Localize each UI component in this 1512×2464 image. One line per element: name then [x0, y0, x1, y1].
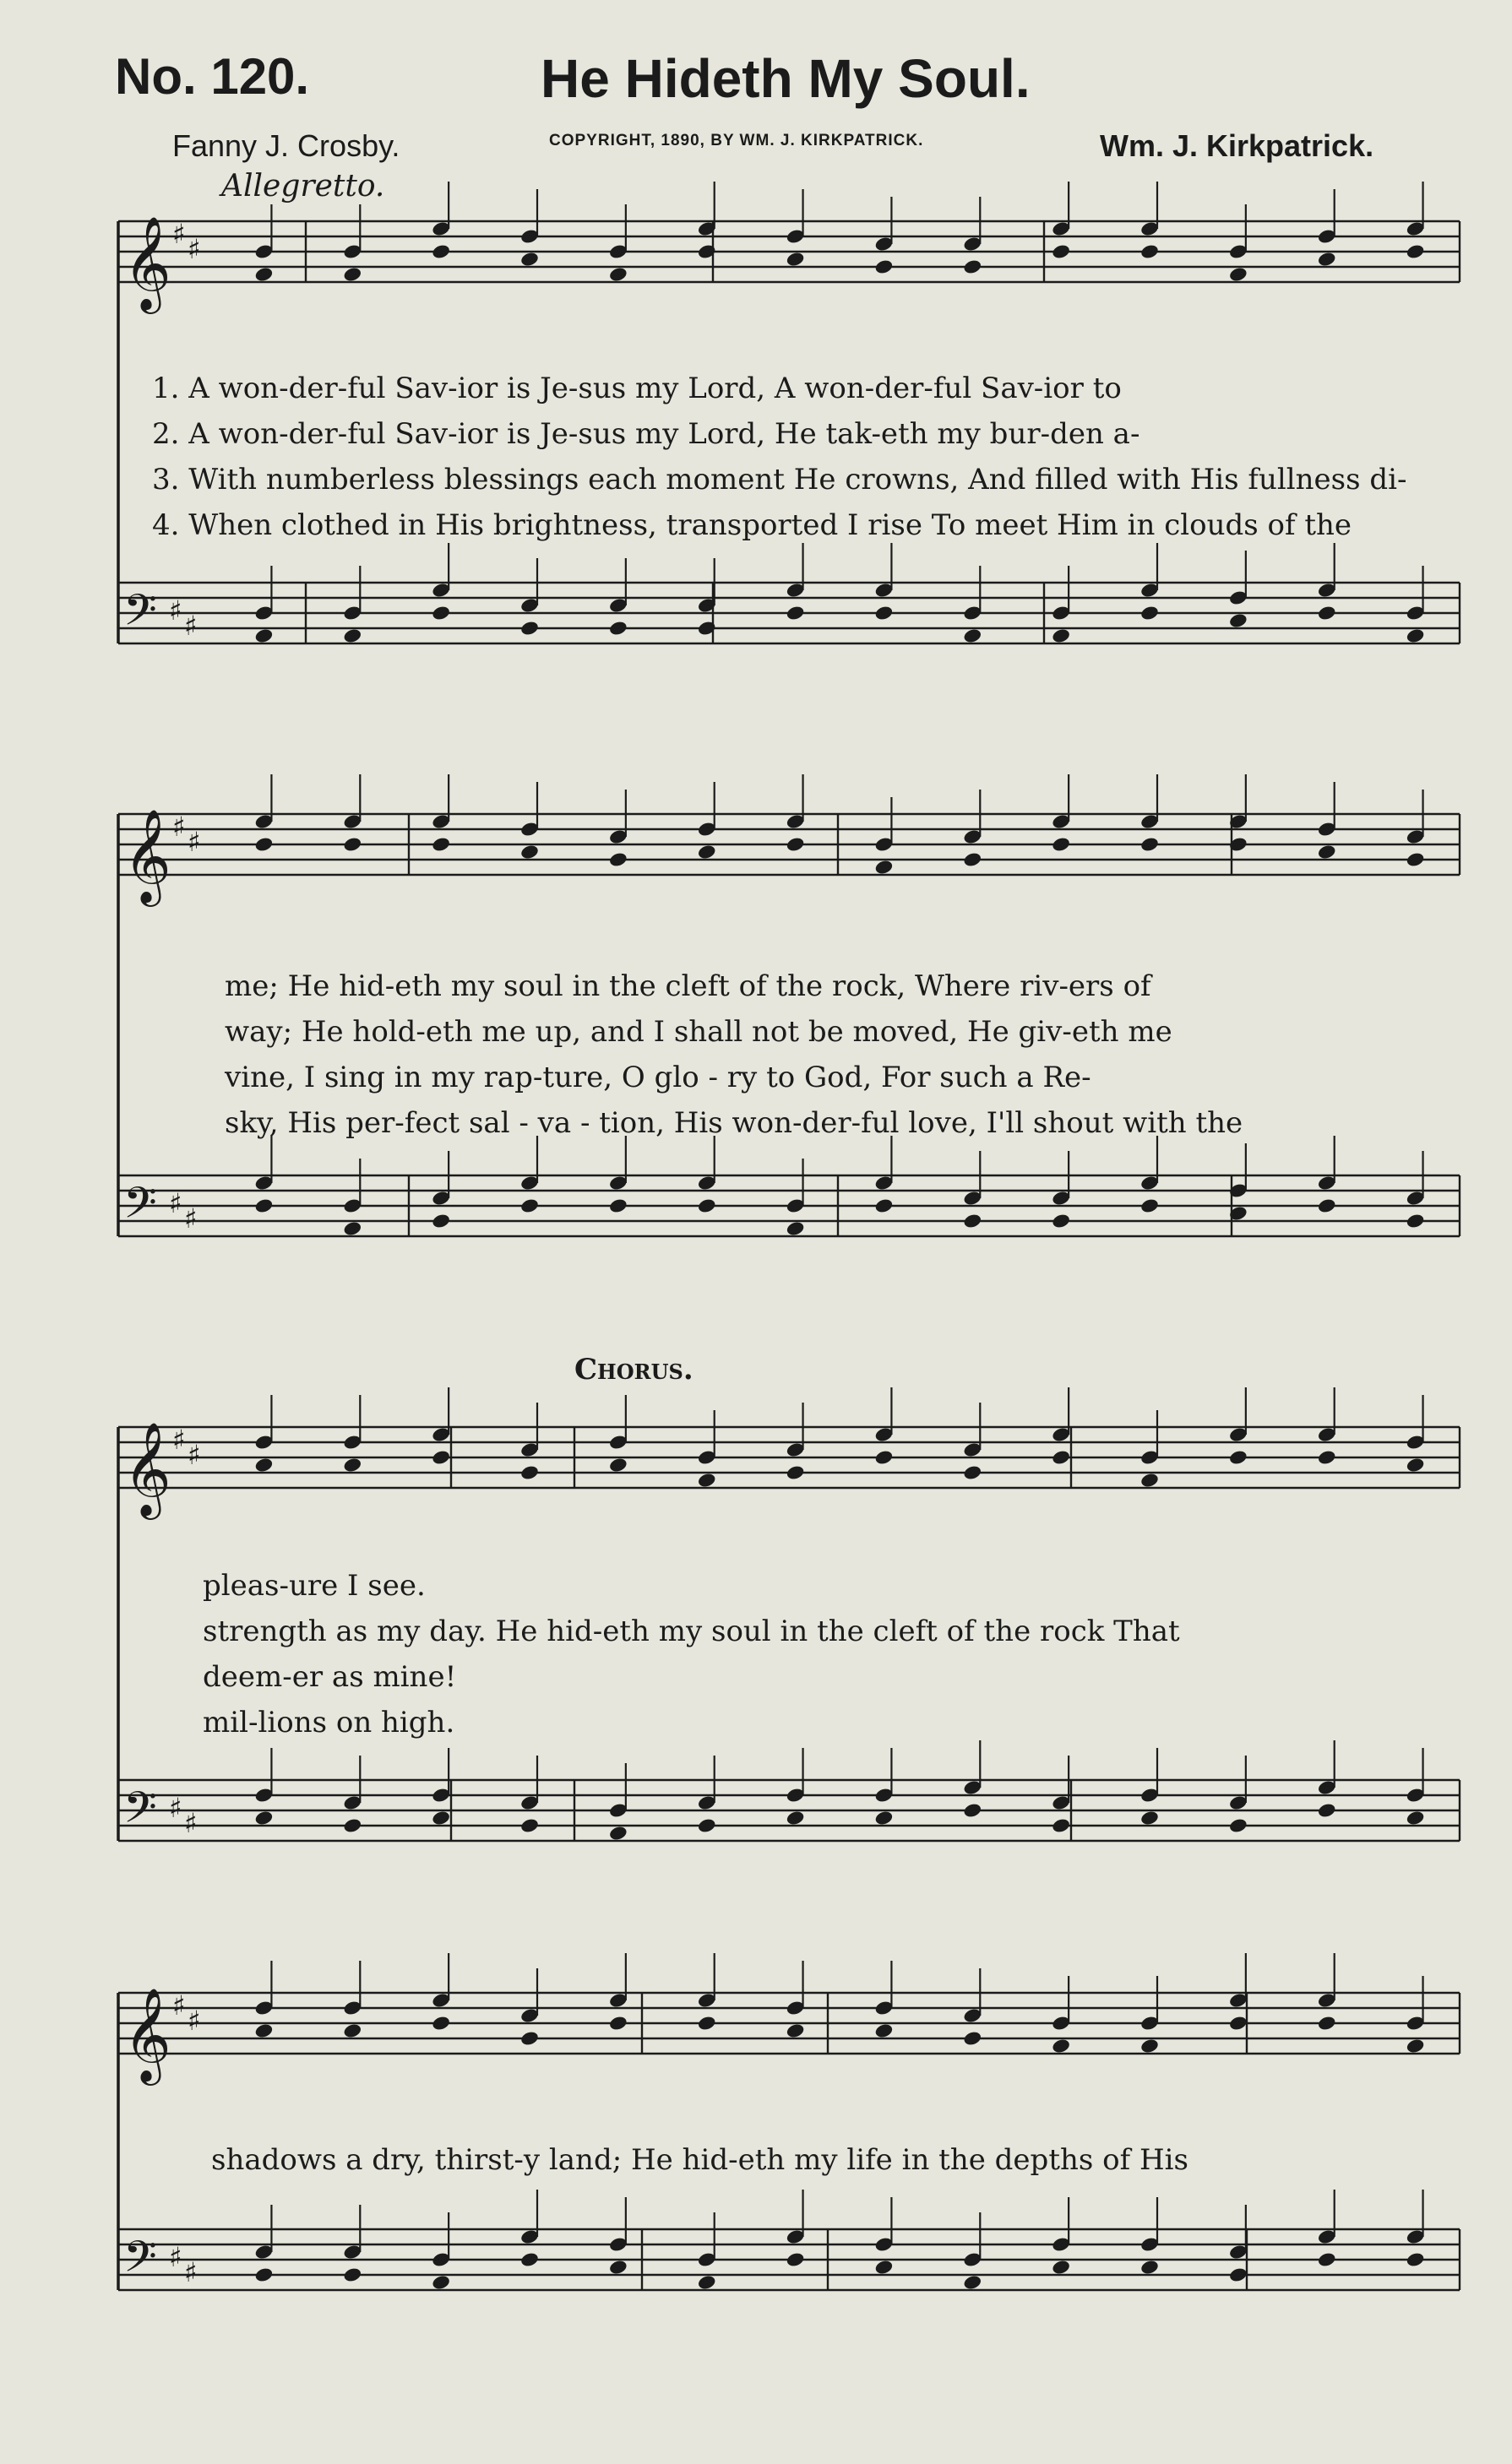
- lyric-line: me; He hid-eth my soul in the cleft of the rock, Where riv-ers of: [225, 969, 1151, 1003]
- note-head: [254, 2022, 275, 2039]
- note-head: [342, 1817, 362, 1834]
- note-head: [1051, 2259, 1071, 2276]
- copyright-notice: COPYRIGHT, 1890, BY WM. J. KIRKPATRICK.: [549, 132, 924, 149]
- note-head: [519, 1464, 540, 1481]
- note-head: [786, 605, 806, 621]
- note-head: [254, 627, 275, 644]
- sharp-sign: ♯: [188, 1439, 201, 1471]
- bass-clef: 𝄢: [123, 2231, 157, 2293]
- sharp-sign: ♯: [184, 2256, 198, 2288]
- note-head: [608, 266, 628, 283]
- note-head: [1051, 627, 1071, 644]
- lyric-line: shadows a dry, thirst-y land; He hid-eth my life in the depths of His: [211, 2143, 1188, 2177]
- note-head: [1317, 2251, 1337, 2268]
- note-head: [874, 1810, 895, 1826]
- lyric-line: way; He hold-eth me up, and I shall not be moved, He giv-eth me: [225, 1015, 1172, 1049]
- note-head: [874, 1449, 895, 1466]
- note-head: [519, 844, 540, 860]
- note-head: [962, 1213, 982, 1229]
- note-head: [608, 2259, 628, 2276]
- note-head: [874, 859, 895, 876]
- note-head: [254, 1457, 275, 1474]
- note-head: [1228, 612, 1248, 629]
- note-head: [962, 258, 982, 275]
- note-head: [608, 1197, 628, 1214]
- note-head: [431, 2274, 451, 2291]
- note-head: [874, 2022, 895, 2039]
- note-head: [697, 1197, 717, 1214]
- note-head: [342, 1457, 362, 1474]
- note-head: [962, 2274, 982, 2291]
- composer-credit: Wm. J. Kirkpatrick.: [1100, 128, 1374, 163]
- note-head: [1406, 2038, 1426, 2054]
- note-head: [1139, 836, 1160, 853]
- note-head: [254, 836, 275, 853]
- note-head: [342, 2266, 362, 2283]
- note-head: [431, 1449, 451, 1466]
- note-head: [697, 2015, 717, 2032]
- note-head: [786, 1220, 806, 1237]
- note-head: [431, 243, 451, 260]
- note-head: [254, 1810, 275, 1826]
- note-head: [1406, 1457, 1426, 1474]
- sharp-sign: ♯: [188, 2005, 201, 2037]
- note-head: [786, 836, 806, 853]
- hymn-title: He Hideth My Soul.: [541, 48, 1031, 109]
- note-head: [342, 266, 362, 283]
- treble-clef: 𝄞: [123, 1421, 171, 1516]
- bass-clef: 𝄢: [123, 1177, 157, 1239]
- note-head: [431, 605, 451, 621]
- note-head: [962, 627, 982, 644]
- treble-clef: 𝄞: [123, 1987, 171, 2081]
- note-head: [608, 1825, 628, 1842]
- note-head: [697, 844, 717, 860]
- note-head: [519, 620, 540, 637]
- note-head: [1406, 243, 1426, 260]
- sharp-sign: ♯: [184, 1202, 198, 1235]
- note-head: [519, 251, 540, 268]
- note-head: [1139, 605, 1160, 621]
- note-head: [786, 2022, 806, 2039]
- note-head: [431, 836, 451, 853]
- sharp-sign: ♯: [169, 1792, 182, 1824]
- note-head: [1317, 1449, 1337, 1466]
- sharp-sign: ♯: [172, 218, 186, 250]
- sharp-sign: ♯: [172, 1989, 186, 2022]
- note-head: [1139, 1810, 1160, 1826]
- treble-clef: 𝄞: [123, 215, 171, 310]
- note-head: [608, 1457, 628, 1474]
- bass-clef: 𝄢: [123, 1782, 157, 1843]
- sharp-sign: ♯: [169, 2241, 182, 2273]
- note-head: [342, 627, 362, 644]
- note-head: [697, 1472, 717, 1489]
- tempo-marking: Allegretto.: [221, 169, 385, 204]
- lyric-line: 1. A won-der-ful Sav-ior is Je-sus my Lord, A won-der-ful Sav-ior to: [152, 372, 1122, 405]
- note-head: [254, 266, 275, 283]
- note-head: [874, 1197, 895, 1214]
- note-head: [1228, 2015, 1248, 2032]
- lyric-line: 3. With numberless blessings each moment He crowns, And filled with His fullness di-: [152, 463, 1407, 497]
- note-head: [519, 2251, 540, 2268]
- lyric-line: strength as my day. He hid-eth my soul in the cleft of the rock That: [203, 1615, 1180, 1648]
- note-head: [786, 1810, 806, 1826]
- hymn-number: No. 120.: [115, 48, 310, 105]
- note-head: [874, 605, 895, 621]
- note-head: [1317, 2015, 1337, 2032]
- bass-clef: 𝄢: [123, 584, 157, 646]
- note-head: [519, 1197, 540, 1214]
- lyric-line: mil-lions on high.: [203, 1706, 455, 1739]
- note-head: [1406, 2251, 1426, 2268]
- note-head: [1228, 2266, 1248, 2283]
- note-head: [1228, 1449, 1248, 1466]
- lyric-line: 2. A won-der-ful Sav-ior is Je-sus my Lord, He tak-eth my bur-den a-: [152, 417, 1140, 451]
- note-head: [697, 2274, 717, 2291]
- note-head: [1051, 1213, 1071, 1229]
- note-head: [431, 1213, 451, 1229]
- note-head: [962, 851, 982, 868]
- sharp-sign: ♯: [169, 594, 182, 627]
- treble-clef: 𝄞: [123, 808, 171, 903]
- note-head: [1051, 2038, 1071, 2054]
- note-head: [608, 851, 628, 868]
- note-head: [1317, 1197, 1337, 1214]
- note-head: [874, 258, 895, 275]
- note-head: [254, 2266, 275, 2283]
- note-head: [874, 2259, 895, 2276]
- note-head: [1139, 1197, 1160, 1214]
- note-head: [1317, 1802, 1337, 1819]
- note-head: [1051, 836, 1071, 853]
- note-head: [1406, 1213, 1426, 1229]
- note-head: [519, 2030, 540, 2047]
- note-head: [697, 1817, 717, 1834]
- lyric-line: sky, His per-fect sal - va - tion, His won-der-ful love, I'll shout with the: [225, 1106, 1243, 1140]
- lyric-line: deem-er as mine!: [203, 1660, 457, 1694]
- note-head: [1406, 851, 1426, 868]
- note-head: [519, 1817, 540, 1834]
- sharp-sign: ♯: [188, 233, 201, 265]
- note-head: [1406, 627, 1426, 644]
- note-head: [431, 2015, 451, 2032]
- note-head: [1406, 1810, 1426, 1826]
- note-head: [1051, 243, 1071, 260]
- note-head: [1139, 1472, 1160, 1489]
- note-head: [1139, 243, 1160, 260]
- sharp-sign: ♯: [172, 1424, 186, 1456]
- sharp-sign: ♯: [188, 826, 201, 858]
- note-head: [342, 836, 362, 853]
- note-head: [1317, 844, 1337, 860]
- note-head: [962, 1464, 982, 1481]
- lyric-line: 4. When clothed in His brightness, transported I rise To meet Him in clouds of the: [152, 508, 1352, 542]
- sharp-sign: ♯: [169, 1187, 182, 1219]
- note-head: [1051, 1449, 1071, 1466]
- note-head: [962, 2030, 982, 2047]
- note-head: [962, 1802, 982, 1819]
- note-head: [786, 251, 806, 268]
- note-head: [786, 2251, 806, 2268]
- note-head: [1051, 1817, 1071, 1834]
- note-head: [786, 1464, 806, 1481]
- note-head: [608, 620, 628, 637]
- note-head: [254, 1197, 275, 1214]
- note-head: [1139, 2038, 1160, 2054]
- sharp-sign: ♯: [184, 1807, 198, 1839]
- note-head: [1317, 251, 1337, 268]
- note-head: [342, 2022, 362, 2039]
- note-head: [431, 1810, 451, 1826]
- note-head: [1139, 2259, 1160, 2276]
- lyric-line: pleas-ure I see.: [203, 1569, 426, 1603]
- lyric-line: vine, I sing in my rap-ture, O glo - ry to God, For such a Re-: [225, 1061, 1091, 1094]
- note-head: [1317, 605, 1337, 621]
- note-head: [342, 1220, 362, 1237]
- lyricist-credit: Fanny J. Crosby.: [172, 128, 400, 163]
- note-head: [608, 2015, 628, 2032]
- chorus-label: Chorus.: [574, 1353, 693, 1387]
- sharp-sign: ♯: [172, 811, 186, 843]
- note-head: [1228, 266, 1248, 283]
- note-head: [1228, 1817, 1248, 1834]
- sharp-sign: ♯: [184, 610, 198, 642]
